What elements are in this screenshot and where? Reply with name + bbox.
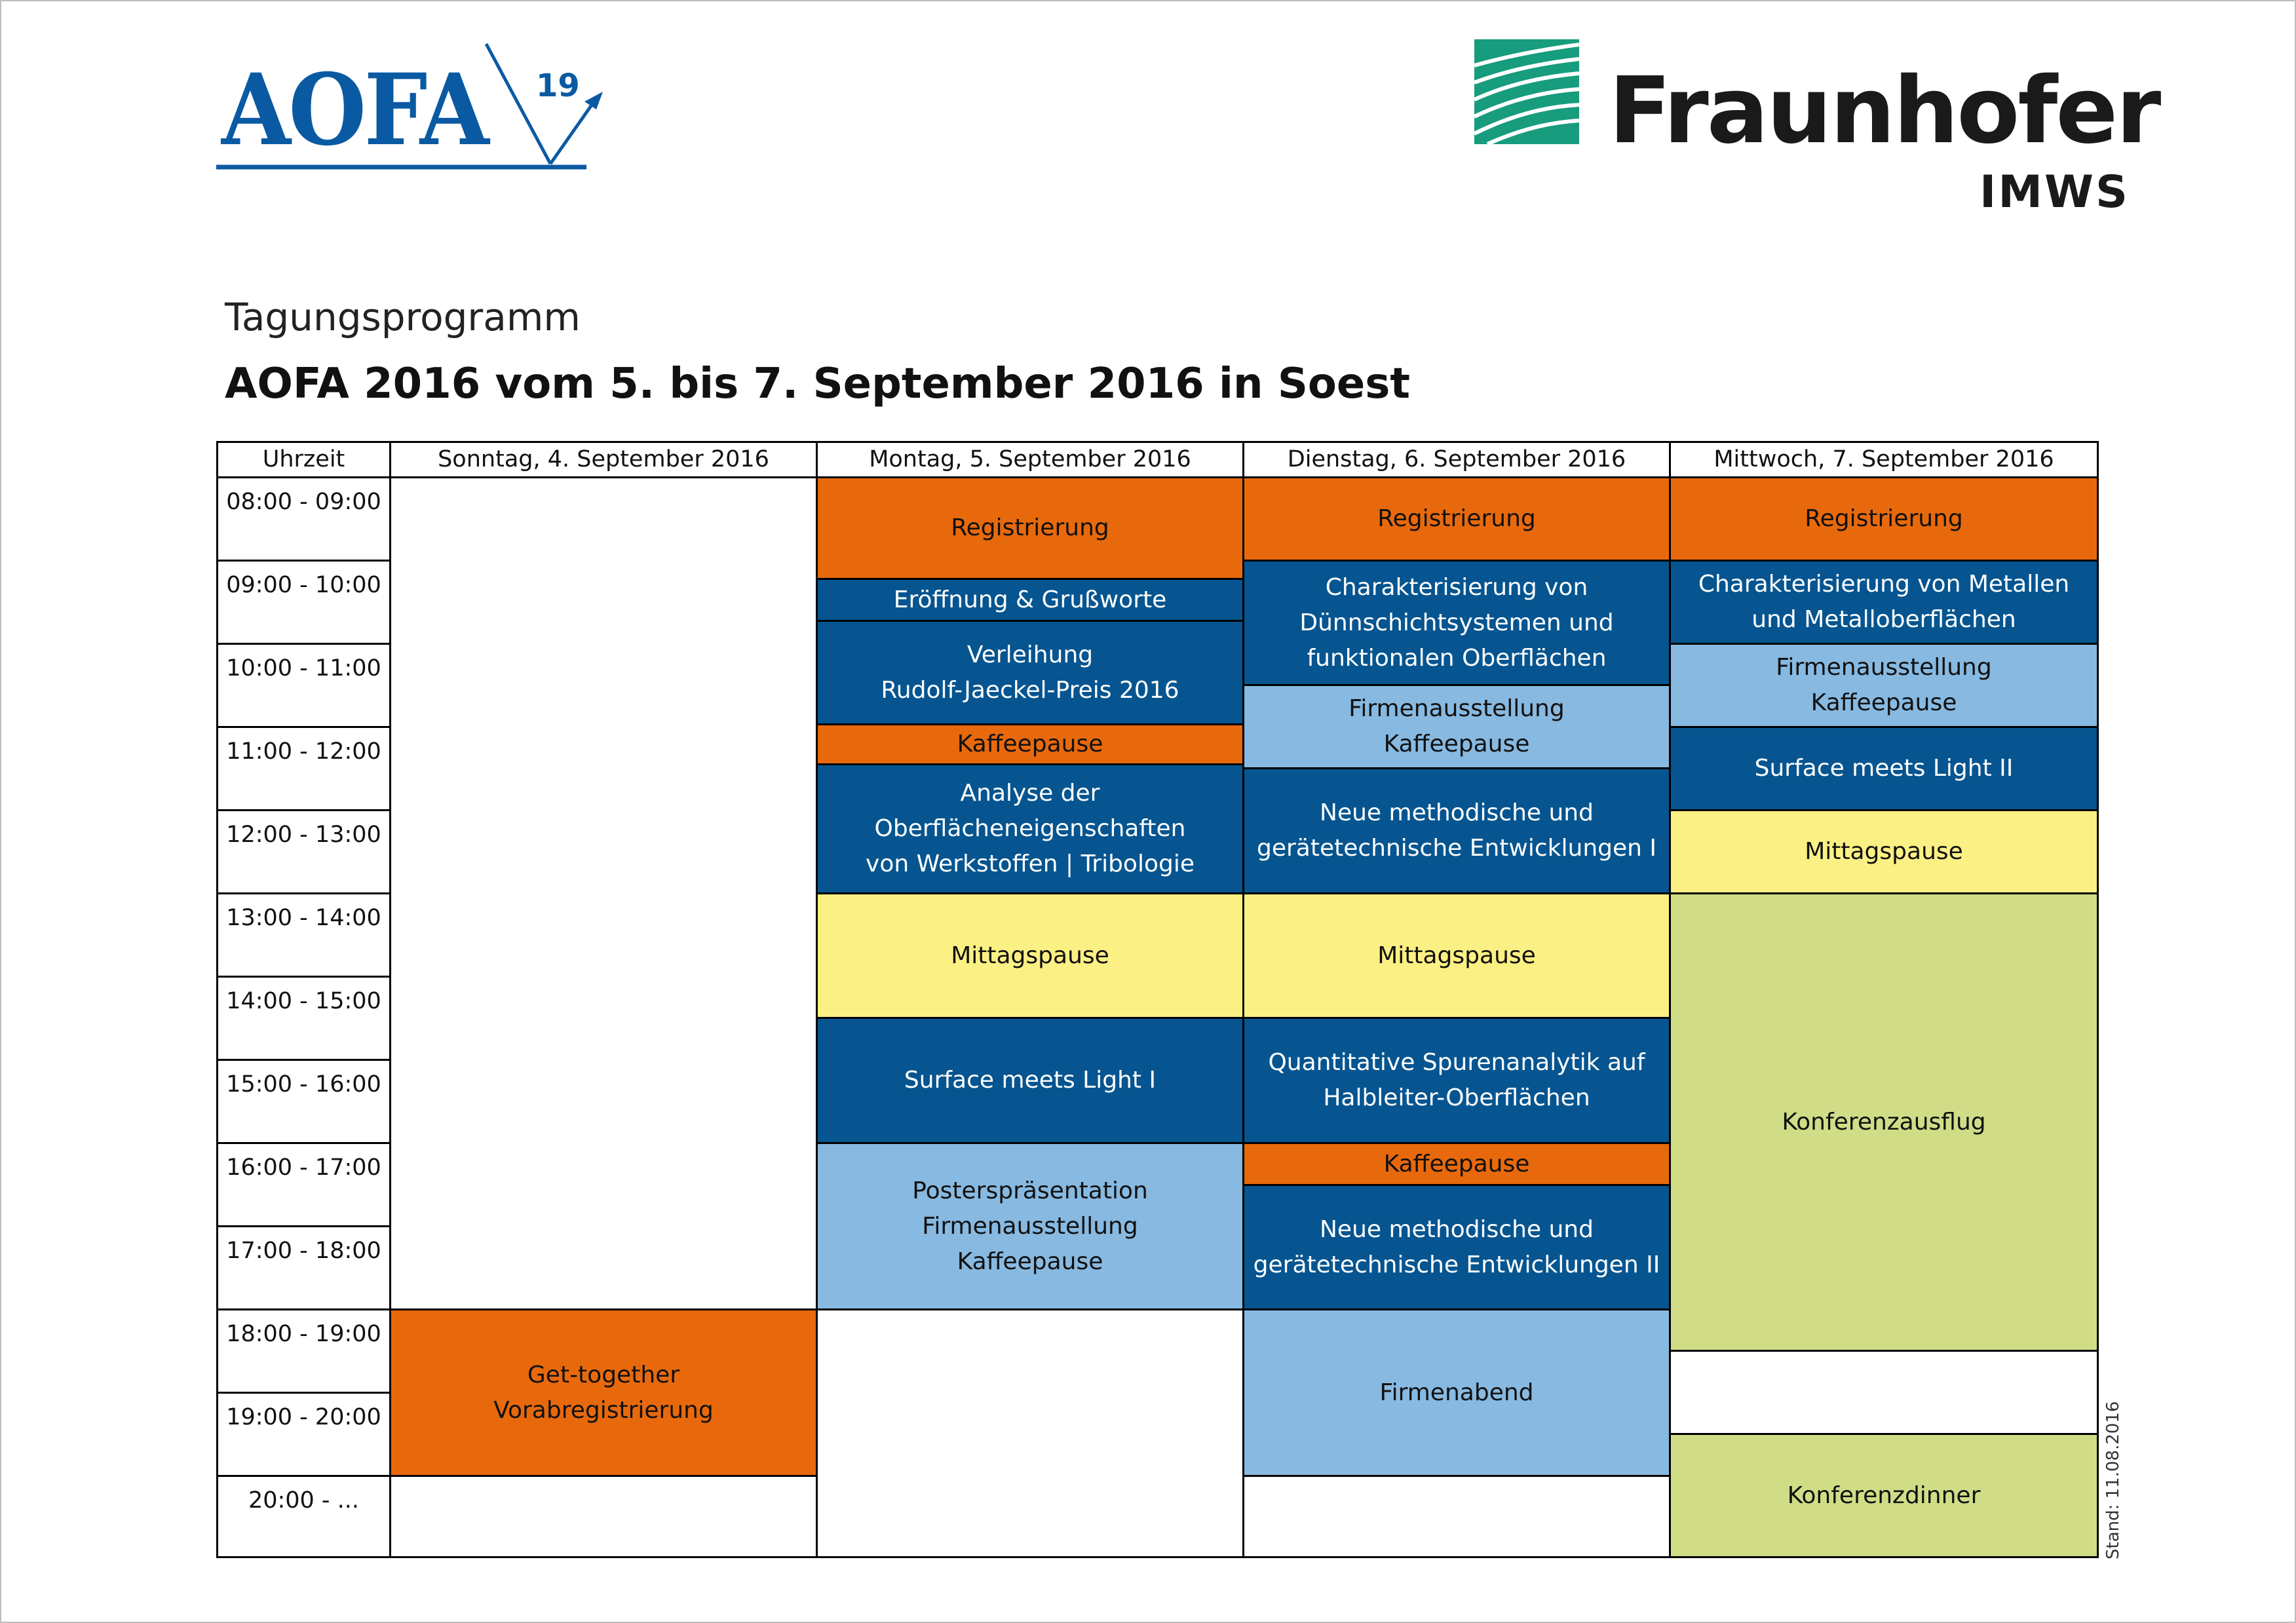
session-neue-entwicklungen-2: Neue methodische und gerätetechnische Entwicklungen II [1242,1184,1671,1310]
session-mittagspause: Mittagspause [1669,809,2099,894]
session-registrierung: Registrierung [816,476,1244,580]
page-title: AOFA 2016 vom 5. bis 7. September 2016 in Soest [225,360,1410,408]
aofa-edition-number: 19 [536,67,580,104]
session-registrierung: Registrierung [1669,476,2099,562]
time-slot: 10:00 - 11:00 [216,643,391,728]
time-slot: 13:00 - 14:00 [216,892,391,978]
session-konferenzausflug: Konferenzausflug [1669,892,2099,1352]
time-slot: 17:00 - 18:00 [216,1225,391,1310]
session-neue-entwicklungen-1: Neue methodische und gerätetechnische Entwicklungen I [1242,767,1671,894]
schedule-table [216,441,2099,1558]
session-charakterisierung-metalle: Charakterisierung von Metallen und Metalloberflächen [1669,560,2099,645]
time-slot: 16:00 - 17:00 [216,1142,391,1227]
session-konferenzdinner: Konferenzdinner [1669,1433,2099,1558]
empty-slot [389,1475,818,1558]
session-posterpraesentation: Posterspräsentation Firmenausstellung Kaffeepause [816,1142,1244,1310]
session-quantitative-spurenanalytik: Quantitative Spurenanalytik auf Halbleiter-Oberflächen [1242,1017,1671,1144]
time-slot: 15:00 - 16:00 [216,1059,391,1144]
session-kaffeepause: Kaffeepause [1242,1142,1671,1186]
session-registrierung: Registrierung [1242,476,1671,562]
time-slot: 12:00 - 13:00 [216,809,391,894]
time-slot: 09:00 - 10:00 [216,560,391,645]
page-subtitle: Tagungsprogramm [225,295,581,339]
session-firmenabend: Firmenabend [1242,1308,1671,1477]
time-slot: 19:00 - 20:00 [216,1392,391,1477]
time-slot: 08:00 - 09:00 [216,476,391,562]
session-kaffeepause: Kaffeepause [816,723,1244,765]
session-surface-meets-light-2: Surface meets Light II [1669,726,2099,811]
day-header-monday: Montag, 5. September 2016 [816,441,1244,478]
empty-slot [1669,1350,2099,1435]
time-slot: 20:00 - ... [216,1475,391,1558]
session-surface-meets-light-1: Surface meets Light I [816,1017,1244,1144]
empty-slot [389,476,818,1310]
fraunhofer-wordmark: Fraunhofer [1609,58,2160,164]
time-slot: 11:00 - 12:00 [216,726,391,811]
fraunhofer-logo [1474,39,2160,229]
aofa-wordmark: AOFA [220,52,491,168]
session-mittagspause: Mittagspause [1242,892,1671,1019]
empty-slot [816,1308,1244,1558]
session-eroeffnung: Eröffnung & Grußworte [816,578,1244,622]
time-column-header: Uhrzeit [216,441,391,478]
day-header-wednesday: Mittwoch, 7. September 2016 [1669,441,2099,478]
empty-slot [1242,1475,1671,1558]
session-charakterisierung-duennschicht: Charakterisierung von Dünnschichtsystemen und funktionalen Oberflächen [1242,560,1671,686]
session-verleihung: Verleihung Rudolf-Jaeckel-Preis 2016 [816,620,1244,725]
time-slot: 18:00 - 19:00 [216,1308,391,1394]
session-firmenausstellung: Firmenausstellung Kaffeepause [1242,684,1671,769]
fraunhofer-mark-icon [1474,39,1579,144]
session-analyse: Analyse der Oberflächeneigenschaften von Werkstoffen | Tribologie [816,763,1244,894]
day-header-sunday: Sonntag, 4. September 2016 [389,441,818,478]
stand-date: Stand: 11.08.2016 [2103,1401,2123,1559]
session-firmenausstellung: Firmenausstellung Kaffeepause [1669,643,2099,728]
time-slot: 14:00 - 15:00 [216,976,391,1061]
aofa-logo [216,36,609,174]
session-mittagspause: Mittagspause [816,892,1244,1019]
session-get-together: Get-together Vorabregistrierung [389,1308,818,1477]
fraunhofer-institute: IMWS [1980,166,2130,218]
day-header-tuesday: Dienstag, 6. September 2016 [1242,441,1671,478]
